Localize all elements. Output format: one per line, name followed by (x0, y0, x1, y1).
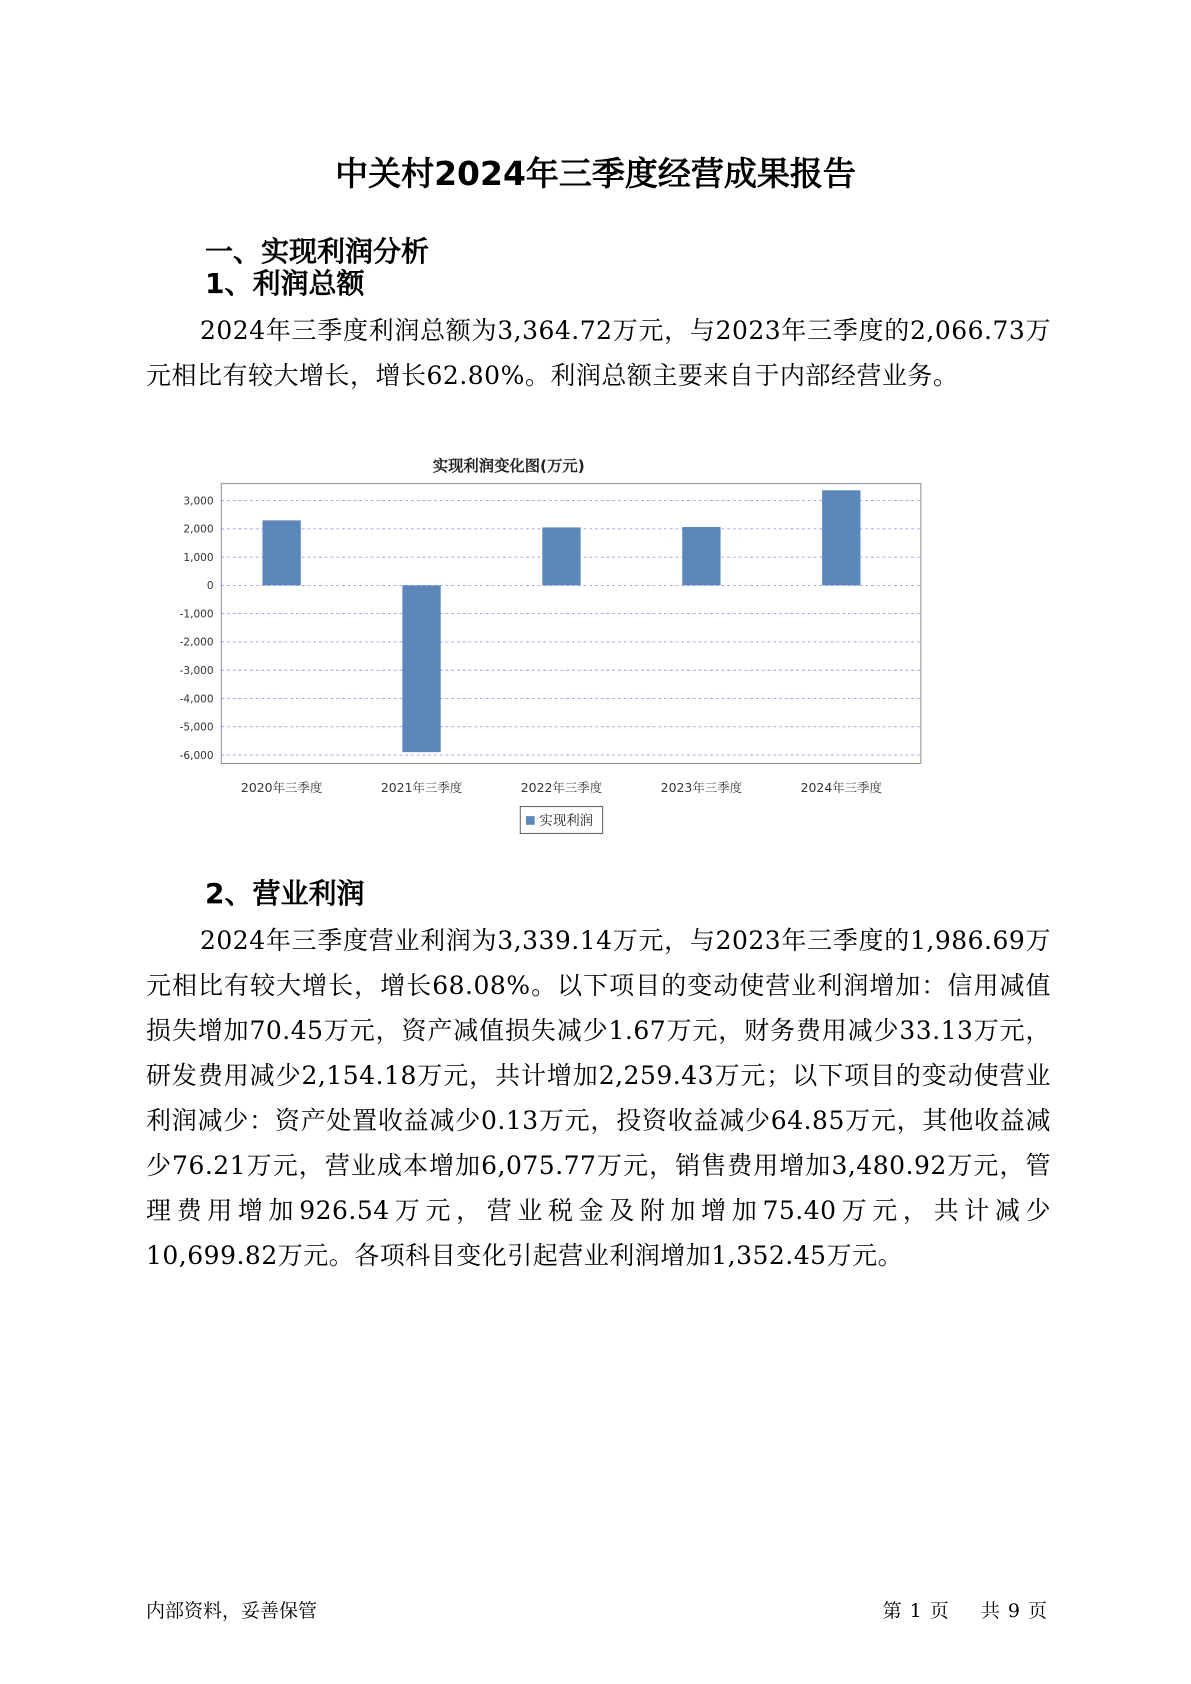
page-number: 1 (909, 1600, 922, 1622)
footer-page-number (879, 1596, 1051, 1623)
y-tick-label: -1,000 (179, 608, 214, 621)
subsection-heading-operating-profit: 2、营业利润 (205, 877, 365, 910)
profit-chart (150, 452, 1040, 912)
total-pages: 9 (1007, 1600, 1020, 1622)
bar-5 (822, 490, 860, 585)
x-axis-ticks (241, 780, 883, 795)
bar-3 (542, 527, 580, 585)
plot-area (221, 484, 921, 764)
total-label-pre: 共 (980, 1600, 1000, 1622)
x-tick-label: 2023年三季度 (660, 780, 743, 796)
section-heading-profit-analysis: 一、实现利润分析 (205, 235, 430, 268)
y-tick-label: -3,000 (179, 665, 214, 678)
chart-legend (520, 807, 602, 834)
y-tick-label: -4,000 (179, 693, 214, 706)
y-tick-label: 1,000 (183, 551, 214, 564)
subsection-heading-total-profit: 1、利润总额 (205, 267, 365, 300)
legend-label: 实现利润 (539, 813, 594, 829)
bar-4 (682, 527, 720, 585)
x-tick-label: 2021年三季度 (380, 780, 463, 796)
legend-swatch (526, 816, 535, 825)
y-tick-label: -5,000 (179, 721, 214, 734)
footer-confidential-note: 内部资料，妥善保管 (146, 1600, 318, 1622)
x-tick-label: 2020年三季度 (240, 780, 323, 796)
page-title: 中关村2024年三季度经营成果报告 (335, 154, 856, 193)
bar-2 (402, 585, 440, 752)
y-tick-label: 2,000 (183, 523, 214, 536)
y-tick-label: -2,000 (179, 636, 214, 649)
bar-1 (262, 520, 300, 585)
total-label-post: 页 (1027, 1600, 1047, 1622)
y-tick-label: -6,000 (179, 749, 214, 762)
chart-title: 实现利润变化图(万元) (432, 457, 585, 476)
paragraph-operating-profit: 2024年三季度营业利润为3,339.14万元，与2023年三季度的1,986.69万元相比有较大增长，增长68.08%。以下项目的变动使营业利润增加：信用减值损失增加70.45万元，资产减值损失减少1.67万元，财务费用减少33.13万元，研发费用减少2,154.18万元，共计增加2,259.43万元；以下项目的变动使营业利润减少：资产处置收益减少0.13万元，投资收益减少64.85万元，其他收益减少76.21万元，营业成本增加6,075.77万元，销售费用增加3,480.92万元，管理费用增加926.54万元，营业税金及附加增加75.40万元，共计减少10,699.82万元。各项科目变化引起营业利润增加1,352.45万元。 (146, 926, 1051, 1270)
y-tick-label: 3,000 (183, 495, 214, 508)
x-tick-label: 2022年三季度 (520, 780, 603, 796)
y-axis-ticks (180, 495, 214, 761)
paragraph-total-profit: 2024年三季度利润总额为3,364.72万元，与2023年三季度的2,066.73万元相比有较大增长，增长62.80%。利润总额主要来自于内部经营业务。 (146, 316, 1051, 390)
profit-chart-svg (150, 452, 1040, 912)
x-tick-label: 2024年三季度 (800, 780, 882, 796)
page-label-mid: 页 (929, 1600, 949, 1622)
y-tick-label: 0 (206, 580, 214, 593)
page-label-pre: 第 (882, 1600, 902, 1622)
